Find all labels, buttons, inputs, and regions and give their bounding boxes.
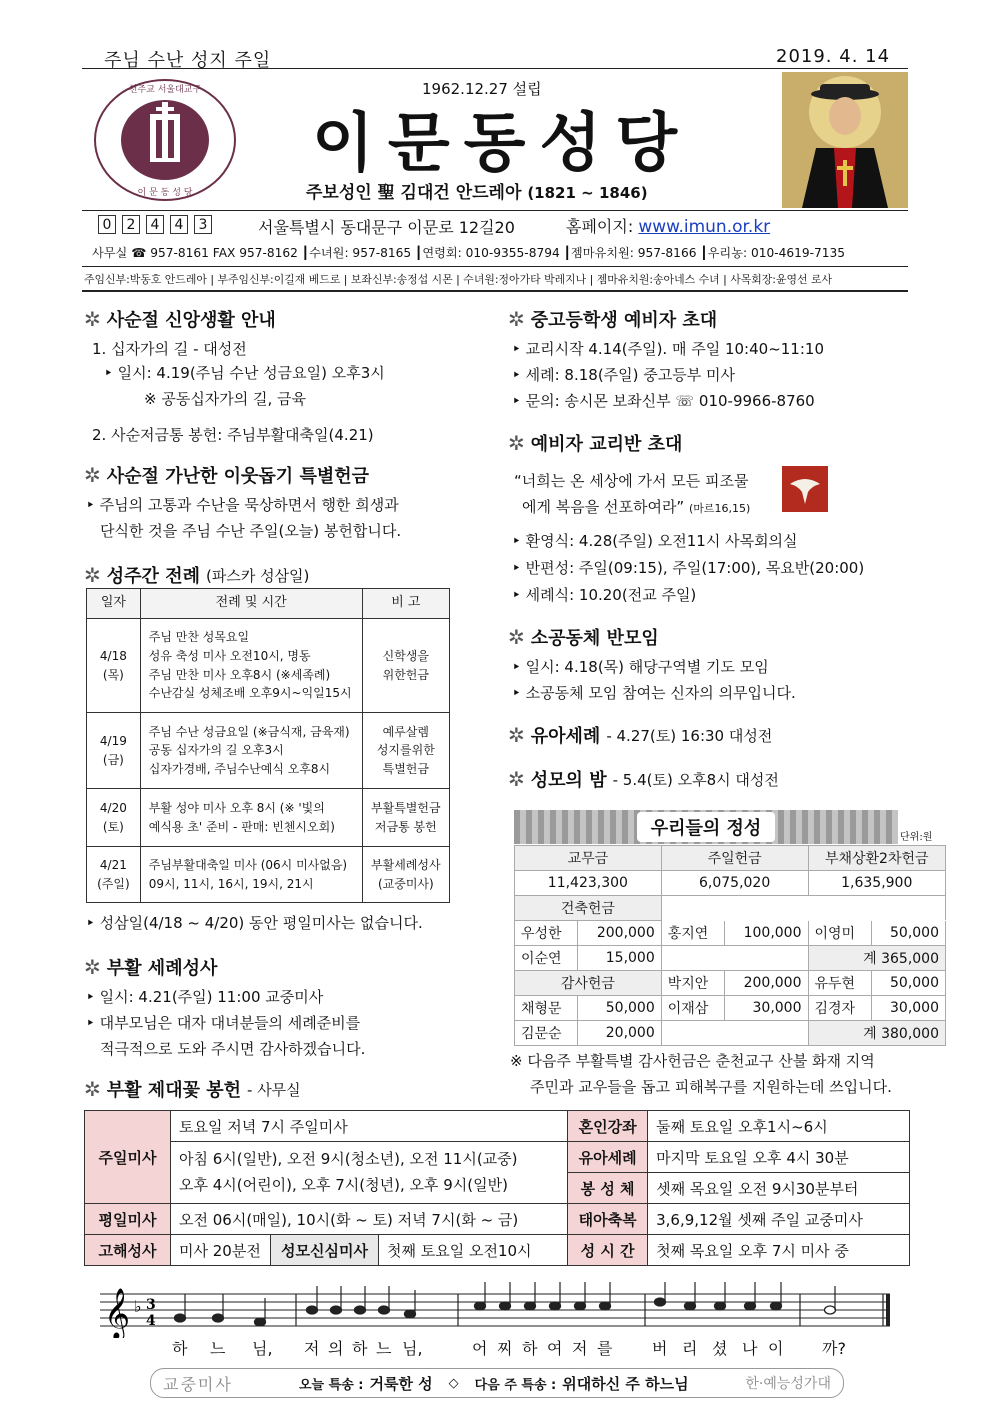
row-line: 십자가경배, 주님수난예식 오후8시 <box>148 761 331 776</box>
mass-schedule-table <box>84 1110 910 1266</box>
row-day: (목) <box>102 667 124 682</box>
sparkle-icon: ✲ <box>84 307 101 331</box>
infant-label: 유아세례 <box>568 1142 648 1173</box>
section-lent-guide <box>84 306 276 332</box>
donor-name: 홍지연 <box>661 921 724 946</box>
fetal-label: 태아축복 <box>568 1204 648 1235</box>
infant-value: 마지막 토요일 오후 4시 30분 <box>648 1142 910 1173</box>
row-note: 특별헌금 <box>382 761 429 776</box>
footer-right: 한·예능성가대 <box>745 1376 831 1392</box>
table-row <box>515 921 946 946</box>
stations-note: ※ 공동십자가의 길, 금육 <box>144 390 307 408</box>
bulletin-date: 2019. 4. 14 <box>776 46 891 67</box>
section-marian-night <box>508 766 779 792</box>
table-row <box>87 713 450 789</box>
postal-code <box>98 215 212 234</box>
today-label: 오늘 특송 : <box>299 1377 364 1393</box>
homepage <box>566 214 770 237</box>
row-note: 위한헌금 <box>382 667 429 682</box>
table-row <box>87 789 450 847</box>
lyric-syllable: 저 <box>304 1339 320 1358</box>
donor-amount: 200,000 <box>724 971 808 996</box>
sparkle-icon: ✲ <box>84 463 101 487</box>
row-date: 4/18 <box>99 648 127 663</box>
donor-amount: 200,000 <box>578 921 662 946</box>
row-line: 수난감실 성체조배 오후9시~익일15시 <box>148 686 352 701</box>
stations-time: ‣ 일시: 4.19(주님 수난 성금요일) 오후3시 <box>104 364 385 382</box>
top-rule <box>82 68 908 69</box>
liturgical-day: 주님 수난 성지 주일 <box>104 50 272 71</box>
section-title: 중고등학생 예비자 초대 <box>530 310 718 331</box>
youth-line3: ‣ 문의: 송시몬 보좌신부 ☏ 010-9966-8760 <box>512 392 815 410</box>
section-holy-week <box>84 562 309 588</box>
building-total: 계 365,000 <box>808 946 946 971</box>
staff-rule <box>82 290 908 292</box>
community-line2: ‣ 소공동체 모임 참여는 신자의 의무입니다. <box>512 684 796 702</box>
communion-label: 봉 성 체 <box>568 1173 648 1204</box>
note-head <box>175 1314 186 1322</box>
header-rule <box>82 210 908 211</box>
row-line: 주님 만찬 성목요일 <box>148 630 250 645</box>
row-line: 예식용 초' 준비 - 판매: 빈첸시오회) <box>148 819 335 834</box>
note-head <box>405 1310 416 1318</box>
donor-amount: 15,000 <box>578 946 662 971</box>
charity-line2: 단식한 것을 주님 수난 주일(오늘) 봉헌합니다. <box>100 522 402 540</box>
row-date: 4/19 <box>99 733 127 748</box>
row-day: (주일) <box>97 876 130 891</box>
note-head <box>600 1302 611 1310</box>
section-subtitle: - 5.4(토) 오후8시 대성전 <box>612 770 779 789</box>
sparkle-icon: ✲ <box>508 625 525 649</box>
sunday-mass-2: 오후 4시(어린이), 오후 7시(청년), 오후 9시(일반) <box>179 1175 508 1194</box>
baptism-line3: 적극적으로 도와 주시면 감사하겠습니다. <box>100 1040 366 1058</box>
note-head <box>213 1314 224 1322</box>
sat-mass: 토요일 저녁 7시 주일미사 <box>171 1111 568 1142</box>
lyric-syllable: 리 <box>682 1339 698 1358</box>
row-date: 4/21 <box>99 857 127 872</box>
row-day: (토) <box>102 819 124 834</box>
address: 서울특별시 동대문구 이문로 12길20 <box>258 218 515 237</box>
section-title: 사순절 신앙생활 안내 <box>106 310 276 331</box>
note-head <box>745 1302 756 1310</box>
section-title: 부활 제대꽃 봉헌 <box>106 1080 242 1101</box>
sparkle-icon: ✲ <box>508 307 525 331</box>
row-line: 공동 십자가의 길 오후3시 <box>148 743 284 758</box>
note-head <box>475 1302 486 1310</box>
row-note: 신학생을 <box>382 648 429 663</box>
confession-value: 미사 20분전 <box>171 1235 271 1266</box>
note-head <box>525 1302 536 1310</box>
today-hymn: 거룩한 성 <box>369 1374 433 1393</box>
note-head <box>379 1306 390 1314</box>
section-title: 사순절 가난한 이웃돕기 특별헌금 <box>106 466 369 487</box>
row-note: 성지를위한 <box>376 743 435 758</box>
holy-hour-label: 성 시 간 <box>568 1235 648 1266</box>
section-small-community <box>508 624 659 650</box>
donor-name: 유두현 <box>808 971 872 996</box>
donor-name: 채형문 <box>515 996 578 1021</box>
sparkle-icon: ✲ <box>84 955 101 979</box>
section-title: 성주간 전례 <box>106 566 200 587</box>
lyric-syllable: 찌 <box>497 1339 513 1358</box>
row-note: 부활세례성사 <box>371 857 441 872</box>
row-line: 주님 만찬 미사 오후8시 (※세족례) <box>148 667 331 682</box>
section-easter-baptism <box>84 954 217 980</box>
dove-icon <box>782 466 828 512</box>
dues-value: 11,423,300 <box>515 871 662 896</box>
church-seal-icon <box>92 78 238 202</box>
gospel-ref: (마르16,15) <box>689 502 751 515</box>
communion-value: 셋째 목요일 오전 9시30분부터 <box>648 1173 910 1204</box>
confession-label: 고해성사 <box>85 1235 171 1266</box>
marriage-value: 둘째 토요일 오후1시~6시 <box>648 1111 910 1142</box>
lyric-syllable: 어 <box>472 1339 488 1358</box>
donor-amount: 50,000 <box>872 921 946 946</box>
offering-note1: ※ 다음주 부활특별 감사헌금은 춘천교구 산불 화재 지역 <box>510 1052 875 1070</box>
table-row <box>515 971 946 996</box>
row-line: 09시, 11시, 16시, 19시, 21시 <box>148 876 314 891</box>
offering-unit: 단위:원 <box>900 832 933 843</box>
donor-name: 김문순 <box>515 1021 578 1046</box>
lyric-syllable: 여 <box>547 1339 563 1358</box>
row-date: 4/20 <box>99 800 127 815</box>
diamond-icon: ◇ <box>448 1375 459 1391</box>
baptism-line2: ‣ 대부모님은 대자 대녀분들의 세례준비를 <box>86 1014 361 1032</box>
donor-amount: 30,000 <box>724 996 808 1021</box>
section-altar-flowers <box>84 1076 301 1102</box>
lyric-syllable: 나 <box>742 1339 758 1358</box>
flat-icon: ♭ <box>134 1297 142 1316</box>
weekday-value: 오전 06시(매일), 10시(화 ~ 토) 저녁 7시(화 ~ 금) <box>171 1204 568 1235</box>
building-label: 건축헌금 <box>515 896 662 921</box>
lyric-syllable: 셨 <box>712 1339 728 1358</box>
note-head <box>331 1306 342 1314</box>
gospel-quote-text: 에게 복음을 선포하여라” <box>522 498 685 516</box>
donor-name: 이재삼 <box>661 996 724 1021</box>
donor-name: 박지안 <box>661 971 724 996</box>
section-lent-charity <box>84 462 369 488</box>
catechumen-line1: ‣ 환영식: 4.28(주일) 오전11시 사목회의실 <box>512 532 798 550</box>
footer-left: 교중미사 <box>163 1374 233 1394</box>
lyric-syllable: 이 <box>768 1339 784 1358</box>
sparkle-icon: ✲ <box>84 563 101 587</box>
sparkle-icon: ✲ <box>508 431 525 455</box>
homepage-label: 홈페이지: <box>566 217 634 236</box>
table-row <box>87 847 450 903</box>
row-note: (교중미사) <box>377 876 434 891</box>
col-date: 일자 <box>87 589 141 619</box>
lyric-syllable: 느 <box>376 1339 392 1358</box>
note-head <box>771 1302 782 1310</box>
donor-amount: 100,000 <box>724 921 808 946</box>
catechumen-line2: ‣ 반편성: 주일(09:15), 주일(17:00), 목요반(20:00) <box>512 559 865 577</box>
footer-bar <box>150 1368 844 1398</box>
youth-line1: ‣ 교리시작 4.14(주일). 매 주일 10:40~11:10 <box>512 340 824 358</box>
offering-table <box>514 845 946 1046</box>
section-catechumen <box>508 430 682 456</box>
donor-amount: 30,000 <box>872 996 946 1021</box>
sunday-value: 6,075,020 <box>661 871 808 896</box>
row-line: 주님부활대축일 미사 (06시 미사없음) <box>148 857 348 872</box>
note-head <box>255 1318 266 1326</box>
patron-name: 주보성인 聖 김대건 안드레아 <box>306 183 522 203</box>
holy-hour-value: 첫째 목요일 오후 7시 미사 중 <box>648 1235 910 1266</box>
section-subtitle: (파스카 성삼일) <box>205 566 310 585</box>
note-head <box>825 1306 836 1314</box>
saint-portrait-icon <box>782 72 908 208</box>
baptism-line1: ‣ 일시: 4.21(주일) 11:00 교중미사 <box>86 988 324 1006</box>
lyric-syllable: 버 <box>652 1339 668 1358</box>
postal-digit: 2 <box>122 215 140 234</box>
weekday-label: 평일미사 <box>85 1204 171 1235</box>
youth-line2: ‣ 세례: 8.18(주일) 중고등부 미사 <box>512 366 735 384</box>
table-row <box>515 946 946 971</box>
note-head <box>307 1306 318 1314</box>
sparkle-icon: ✲ <box>508 723 525 747</box>
row-line: 성유 축성 미사 오전10시, 명동 <box>148 648 311 663</box>
offering-banner <box>514 810 898 844</box>
lyric-syllable: 를 <box>597 1339 613 1358</box>
homepage-link[interactable]: www.imun.or.kr <box>638 217 771 237</box>
postal-digit: 4 <box>170 215 188 234</box>
col-dues: 교무금 <box>515 846 662 871</box>
lyric-syllable: 하 <box>522 1339 538 1358</box>
music-staff <box>100 1282 892 1338</box>
contact-rule <box>82 266 908 267</box>
offering-banner-title: 우리들의 정성 <box>637 812 776 842</box>
thanks-total: 계 380,000 <box>808 1021 946 1046</box>
marriage-label: 혼인강좌 <box>568 1111 648 1142</box>
lyrics-line <box>100 1336 892 1360</box>
lyric-syllable: 하 <box>172 1339 188 1358</box>
section-title: 예비자 교리반 초대 <box>530 434 683 455</box>
col-sunday: 주일헌금 <box>661 846 808 871</box>
lyric-syllable: 님, <box>252 1339 273 1358</box>
svg-text:이 문 동 성 당: 이 문 동 성 당 <box>137 188 193 198</box>
section-youth-catechumen <box>508 306 717 332</box>
row-day: (금) <box>102 752 124 767</box>
community-line1: ‣ 일시: 4.18(목) 해당구역별 기도 모임 <box>512 658 769 676</box>
catechumen-line3: ‣ 세례식: 10.20(전교 주일) <box>512 586 697 604</box>
time-sig-bottom: 4 <box>146 1313 156 1329</box>
row-line: 부활 성야 미사 오후 8시 (※ '빛의 <box>148 800 325 815</box>
lyric-syllable: 느 <box>210 1339 226 1358</box>
time-sig-top: 3 <box>146 1297 156 1313</box>
thanks-label: 감사헌금 <box>515 971 662 996</box>
parish-name: 이문동성당 <box>312 107 692 181</box>
fetal-value: 3,6,9,12월 셋째 주일 교중미사 <box>648 1204 910 1235</box>
postal-digit: 3 <box>194 215 212 234</box>
patron-line <box>306 178 648 203</box>
postal-digit: 4 <box>146 215 164 234</box>
table-row <box>87 619 450 713</box>
donor-name: 김경자 <box>808 996 872 1021</box>
svg-text:천주교 서울대교구: 천주교 서울대교구 <box>128 85 202 95</box>
section-title: 부활 세례성사 <box>106 958 218 979</box>
col-liturgy: 전례 및 시간 <box>140 589 362 619</box>
note-head <box>500 1302 511 1310</box>
sunday-mass-label: 주일미사 <box>85 1111 171 1204</box>
donor-amount: 50,000 <box>578 996 662 1021</box>
next-hymn: 위대하신 주 하느님 <box>562 1374 689 1393</box>
section-subtitle: - 사무실 <box>247 1080 301 1099</box>
section-title: 성모의 밤 <box>530 770 607 791</box>
donor-amount: 20,000 <box>578 1021 662 1046</box>
col-note: 비 고 <box>362 589 449 619</box>
donor-name: 우성한 <box>515 921 578 946</box>
note-head <box>715 1302 726 1310</box>
note-head <box>550 1302 561 1310</box>
row-line: 주님 수난 성금요일 (※금식재, 금육재) <box>148 724 350 739</box>
gospel-quote1: “너희는 온 세상에 가서 모든 피조물 <box>514 472 749 490</box>
note-head <box>575 1302 586 1310</box>
row-note: 저금통 봉헌 <box>374 819 437 834</box>
contact-line: 사무실 ☎ 957-8161 FAX 957-8162 ┃수녀원: 957-8165 ┃연령회: 010-9355-8794 ┃젬마유치원: 957-8166 ┃우리농: 010-4619-7135 <box>92 246 846 260</box>
section-infant-baptism <box>508 722 772 748</box>
lyric-syllable: 의 <box>328 1339 344 1358</box>
postal-digit: 0 <box>98 215 116 234</box>
note-head <box>655 1298 666 1306</box>
donor-name: 이영미 <box>808 921 872 946</box>
donor-name: 이순연 <box>515 946 578 971</box>
lyric-syllable: 까? <box>822 1339 846 1358</box>
offering-note2: 주민과 교우들을 돕고 피해복구를 지원하는데 쓰입니다. <box>530 1078 892 1096</box>
charity-line1: ‣ 주님의 고통과 수난을 묵상하면서 행한 희생과 <box>86 496 399 514</box>
lyric-syllable: 하 <box>352 1339 368 1358</box>
col-debt: 부채상환2차헌금 <box>808 846 946 871</box>
founded-date: 1962.12.27 설립 <box>422 80 542 98</box>
sparkle-icon: ✲ <box>508 767 525 791</box>
treble-clef-icon: 𝄞 <box>104 1288 131 1338</box>
sunday-mass-1: 아침 6시(일반), 오전 9시(청소년), 오전 11시(교중) <box>179 1150 518 1168</box>
patron-years: (1821 ~ 1846) <box>527 184 648 202</box>
row-note: 부활특별헌금 <box>371 800 441 815</box>
lent-coin-box: 2. 사순저금통 봉헌: 주님부활대축일(4.21) <box>92 426 374 444</box>
sparkle-icon: ✲ <box>84 1077 101 1101</box>
donor-amount: 50,000 <box>872 971 946 996</box>
note-head <box>355 1306 366 1314</box>
lyric-syllable: 님, <box>402 1339 423 1358</box>
marian-value: 첫째 토요일 오전10시 <box>379 1235 568 1266</box>
lyric-syllable: 저 <box>572 1339 588 1358</box>
gospel-quote2 <box>522 496 750 517</box>
section-title: 유아세례 <box>530 726 601 747</box>
section-subtitle: - 4.27(토) 16:30 대성전 <box>606 726 773 745</box>
staff-line: 주임신부:박동호 안드레아 | 부주임신부:이길재 베드로 | 보좌신부:송정섭 시몬 | 수녀원:정아가타 박레지나 | 젬마유치원:송아네스 수녀 | 사목회장:윤영선 로사 <box>84 273 833 286</box>
row-note: 예루살렘 <box>382 724 429 739</box>
table-row <box>515 1021 946 1046</box>
next-label: 다음 주 특송 : <box>474 1377 557 1393</box>
note-head <box>685 1302 696 1310</box>
debt-value: 1,635,900 <box>808 871 946 896</box>
section-title: 소공동체 반모임 <box>530 628 659 649</box>
table-row <box>515 996 946 1021</box>
holy-week-table <box>86 588 450 903</box>
marian-label: 성모신심미사 <box>271 1235 379 1266</box>
triduum-note: ‣ 성삼일(4/18 ~ 4/20) 동안 평일미사는 없습니다. <box>86 914 423 932</box>
stations-line: 1. 십자가의 길 - 대성전 <box>92 340 247 358</box>
final-barline <box>886 1294 890 1326</box>
